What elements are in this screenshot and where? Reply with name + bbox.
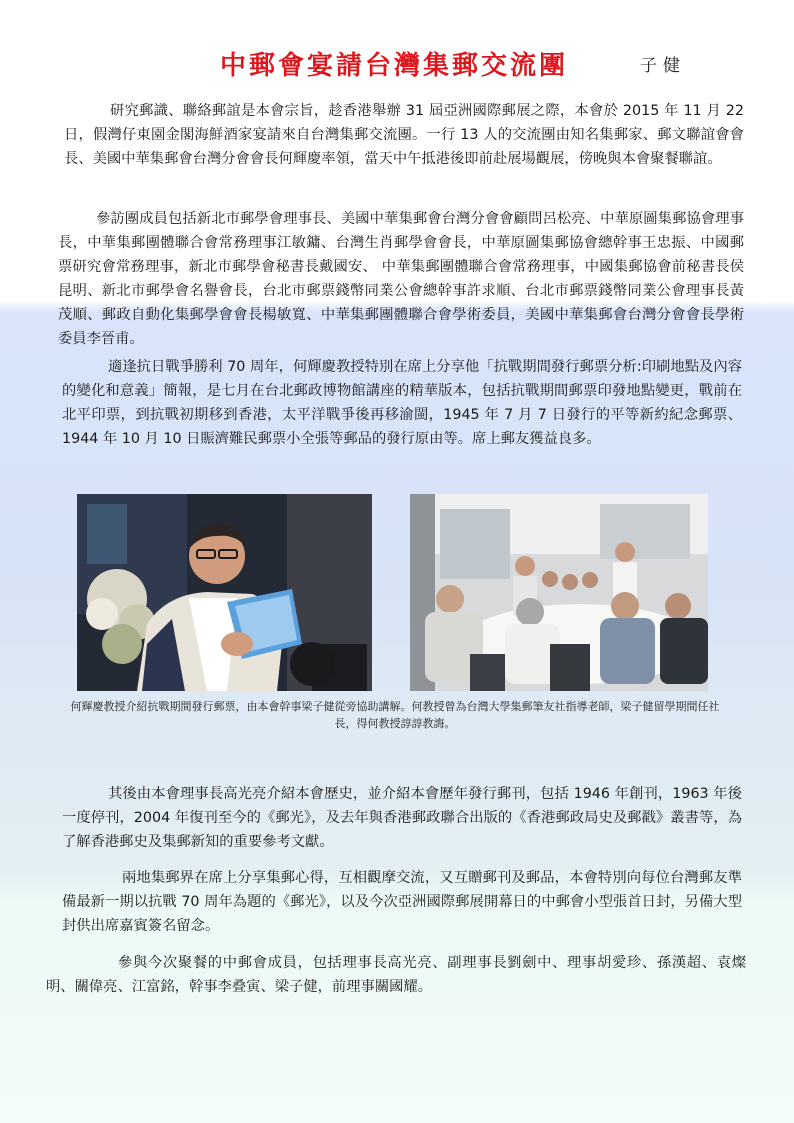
paragraph-intro: 研究郵識、聯絡郵誼是本會宗旨，趁香港舉辦 31 屆亞洲國際郵展之際，本會於 2015 年 11 月 22 日，假灣仔東園金閣海鮮酒家宴請來自台灣集郵交流團。一行 13 人的交流團由知名集郵家、郵文聯誼會會長、美國中華集郵會台灣分會會長何輝慶率領，當天中午抵港後即前赴展場觀展，傍晚與本會聚餐聯誼。 — [64, 103, 744, 167]
paragraph-attendees: 參與今次聚餐的中郵會成員，包括理事長高光亮、副理事長劉劍中、理事胡愛珍、孫漢超、袁燦明、關偉亮、江富銘，幹事李叠寅、梁子健，前理事關國耀。 — [46, 955, 746, 995]
speaker-photo-illustration — [77, 494, 372, 691]
banquet-photo — [410, 494, 708, 691]
banquet-photo-illustration — [410, 494, 708, 691]
photo-caption: 何輝慶教授介紹抗戰期間發行郵票，由本會幹事梁子健從旁協助講解。何教授曾為台灣大學集郵筆友社指導老師，梁子健留學期間任社長，得何教授諄諄教誨。 — [70, 700, 720, 730]
paragraph-delegation-members: 參訪團成員包括新北市郵學會理事長、美國中華集郵會台灣分會會顧問呂松亮、中華原圖集郵協會理事長，中華集郵團體聯合會常務理事江敏鏞、台灣生肖郵學會會長，中華原圖集郵協會總幹事王忠振、中國郵票研究會常務理事，新北市郵學會秘書長戴國安、 中華集郵團體聯合會常務理事，中國集郵協會前秘書長侯昆明、新北市郵學會名譽會長，台北市郵票錢幣同業公會總幹事許求順、台北市郵票錢幣同業公會理事長黃茂順、郵政自動化集郵學會會長楊敏寬、中華集郵團體聯合會學術委員，美國中華集郵會台灣分會會長學術委員李晉甫。 — [58, 211, 744, 347]
article-author: 子健 — [640, 56, 686, 76]
paragraph-society-history: 其後由本會理事長高光亮介紹本會歷史，並介紹本會歷年發行郵刊，包括 1946 年創刊，1963 年後一度停刊，2004 年復刊至今的《郵光》，及去年與香港郵政聯合出版的《香港郵政局史及郵戳》叢書等，為了解香港郵史及集郵新知的重要參考文獻。 — [62, 786, 742, 850]
speaker-photo — [77, 494, 372, 691]
paragraph-presentation: 適逢抗日戰爭勝利 70 周年，何輝慶教授特別在席上分享他「抗戰期間發行郵票分析:印刷地點及內容的變化和意義」簡報，是七月在台北郵政博物館講座的精華版本，包括抗戰期間郵票印發地點變更，戰前在北平印票，到抗戰初期移到香港，太平洋戰爭後再移渝閩，1945 年 7 月 7 日發行的平等新約紀念郵票、1944 年 10 月 10 日賑濟難民郵票小全張等郵品的發行原由等。席上郵友獲益良多。 — [62, 359, 742, 447]
paragraph-exchange: 兩地集郵界在席上分享集郵心得，互相觀摩交流，又互贈郵刊及郵品，本會特別向每位台灣郵友準備最新一期以抗戰 70 周年為題的《郵光》，以及今次亞洲國際郵展開幕日的中郵會小型張首日封，另備大型封供出席嘉賓簽名留念。 — [62, 870, 742, 934]
article-title: 中郵會宴請台灣集郵交流團 — [220, 51, 569, 81]
